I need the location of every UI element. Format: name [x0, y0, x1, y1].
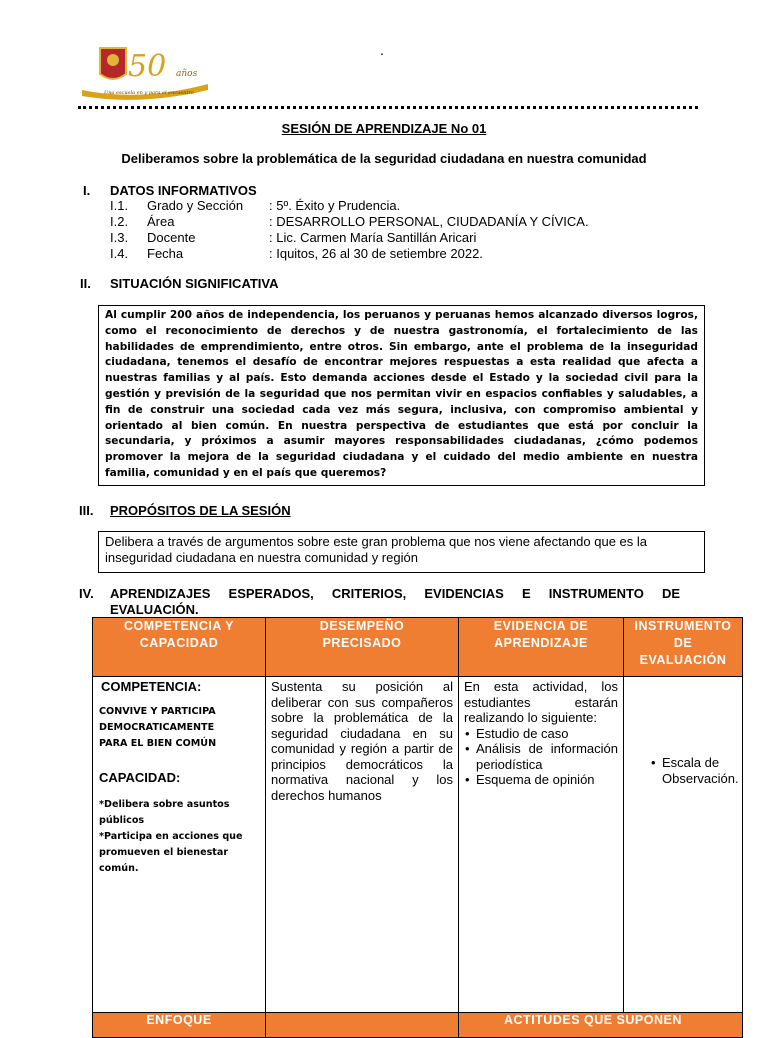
section-2-label: SITUACIÓN SIGNIFICATIVA: [110, 276, 279, 291]
situacion-box: Al cumplir 200 años de independencia, los peruanos y peruanas hemos alcanzado diversos logros, como el reconocimiento de derechos y de nuestra gastronomía, el fortalecimiento de las habilidades de emprendimiento, entre otros. Sin embargo, ante el problema de la inseguridad ciudadana, tenemos el desafío de encontrar mejores respuestas a esta realidad que afecta a nuestras familias y al país. Esto demanda acciones desde el Estado y la sociedad civil para la gestión y previsión de la seguridad que nos permitan vivir en espacios confiables y saludables, a fin de construir una sociedad cada vez más segura, inclusiva, con compromiso ambiental y orientado al bien común. En nuestra perspectiva de estudiantes que está por concluir la secundaria, y próximos a asumir mayores responsabilidades ciudadanas, ¿cómo podemos promover la mejora de la seguridad ciudadana y el cuidado del medio ambiente en nuestra familia, comunidad y en el país que queremos?: [98, 305, 705, 486]
info-row: I.1. Grado y Sección : 5º. Éxito y Prudencia.: [110, 198, 401, 213]
header-evidencia: EVIDENCIA DE APRENDIZAJE: [459, 618, 624, 677]
list-item: • Análisis de información periodística: [476, 741, 618, 772]
capacidad-item: *Delibera sobre asuntos públicos: [99, 799, 230, 826]
dotted-divider: [78, 106, 698, 109]
competencia-text: CONVIVE Y PARTICIPA DEMOCRATICAMENTE PARA EL BIEN COMÚN: [99, 706, 217, 749]
logo-sub: años: [176, 69, 198, 79]
info-row: I.3. Docente : Lic. Carmen María Santillán Aricari: [110, 230, 477, 245]
list-item: • Esquema de opinión: [476, 772, 618, 788]
section-4-number: IV.: [79, 586, 94, 601]
header-competencia: COMPETENCIA Y CAPACIDAD: [93, 618, 266, 677]
section-1-number: I.: [83, 183, 91, 198]
capacidad-item: *Participa en acciones que promueven el bienestar común.: [99, 831, 243, 874]
section-3-number: III.: [79, 503, 94, 518]
evaluation-table: [92, 617, 743, 1038]
footer-enfoque: ENFOQUE: [93, 1013, 266, 1038]
table-footer-row: [93, 1013, 743, 1038]
section-1-label: DATOS INFORMATIVOS: [110, 183, 257, 198]
instrumento-cell: [624, 677, 743, 1013]
section-2-number: II.: [80, 276, 91, 291]
header-desempeno: DESEMPEÑO PRECISADO: [266, 618, 459, 677]
footer-actitudes: ACTITUDES QUE SUPONEN: [459, 1013, 743, 1038]
footer-empty: [266, 1013, 459, 1038]
info-row: I.2. Área : DESARROLLO PERSONAL, CIUDADANÍA Y CÍVICA.: [110, 214, 589, 229]
stray-dot: .: [380, 42, 384, 58]
proposito-box: Delibera a través de argumentos sobre este gran problema que nos viene afectando que es la inseguridad ciudadana en nuestra comunidad y región: [98, 531, 705, 573]
page-title: SESIÓN DE APRENDIZAJE No 01: [281, 121, 487, 136]
header-instrumento: INSTRUMENTO DE EVALUACIÓN: [624, 618, 743, 677]
competencia-cell: [93, 677, 266, 1013]
table-header-row: [93, 618, 743, 677]
school-logo: [80, 40, 210, 100]
desempeno-cell: Sustenta su posición al deliberar con sus compañeros sobre la problemática de la seguridad ciudadana en su comunidad y región a partir de principios democráticos la normativa nacional y los derechos humanos: [266, 677, 459, 1013]
page-subtitle: Deliberamos sobre la problemática de la seguridad ciudadana en nuestra comunidad: [121, 151, 647, 166]
evidencia-list: [464, 726, 618, 788]
section-4-label: APRENDIZAJES ESPERADOS, CRITERIOS, EVIDENCIAS E INSTRUMENTO DE EVALUACIÓN.: [110, 586, 680, 617]
capacidad-label: CAPACIDAD:: [99, 770, 181, 785]
list-item: • Escala de Observación.: [662, 755, 738, 787]
list-item: • Estudio de caso: [476, 726, 618, 742]
info-row: I.4. Fecha : Iquitos, 26 al 30 de setiembre 2022.: [110, 246, 483, 261]
info-list: [110, 198, 670, 262]
instrumento-list: [650, 755, 738, 787]
evidencia-cell: [459, 677, 624, 1013]
table-row: [93, 677, 743, 1013]
section-3-label: PROPÓSITOS DE LA SESIÓN: [110, 503, 291, 518]
logo-number: 50: [128, 49, 167, 84]
competencia-label: COMPETENCIA:: [101, 679, 202, 694]
logo-motto: Una escuela en y para el encuentro: [104, 90, 194, 96]
evidencia-intro: En esta actividad, los estudiantes estarán realizando lo siguiente:: [464, 679, 618, 725]
